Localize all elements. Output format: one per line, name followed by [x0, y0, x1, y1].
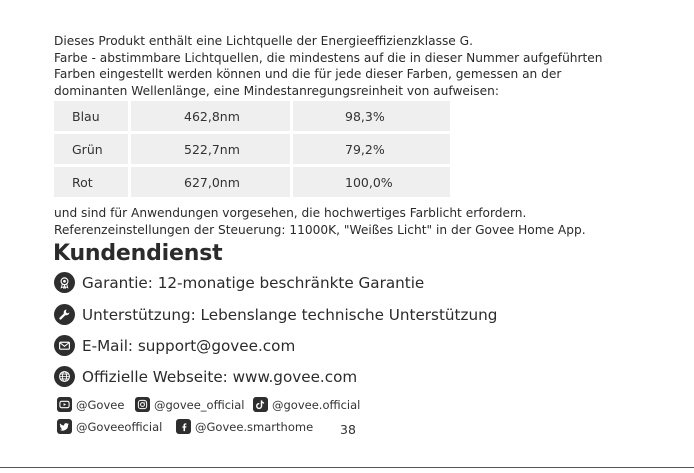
- page-number: 38: [340, 422, 356, 437]
- usage-paragraph: [54, 205, 586, 238]
- service-heading: Kundendienst: [53, 241, 223, 266]
- table-cell-color: Rot: [54, 167, 128, 197]
- envelope-icon: [54, 335, 75, 356]
- support-item: [54, 304, 497, 325]
- usage-line: und sind für Anwendungen vorgesehen, die hochwertiges Farblicht erfordern.: [54, 206, 527, 220]
- social-handle[interactable]: @Govee.smarthome: [195, 419, 314, 434]
- social-handle[interactable]: @govee.official: [272, 397, 361, 412]
- support-text: Unterstützung: Lebenslange technische Unterstützung: [82, 305, 498, 324]
- table-row: [54, 134, 450, 164]
- table-cell-purity: 98,3%: [293, 101, 450, 131]
- wavelength-table: [51, 98, 453, 200]
- table-cell-purity: 79,2%: [293, 134, 450, 164]
- intro-line: Farbe - abstimmbare Lichtquellen, die mindestens auf die in dieser Nummer aufgeführten: [54, 50, 603, 65]
- facebook-icon: [176, 419, 191, 434]
- intro-line: Farben eingestellt werden können und die für jede dieser Farben, gemessen an der: [54, 67, 562, 81]
- email-text[interactable]: E-Mail: support@govee.com: [82, 336, 296, 355]
- social-handle[interactable]: @Govee: [76, 397, 125, 412]
- table-cell-color: Grün: [54, 134, 128, 164]
- intro-line: dominanten Wellenlänge, eine Mindestanregungsreinheit von aufweisen:: [54, 83, 499, 98]
- table-row: [54, 167, 450, 197]
- twitter-icon: [57, 419, 72, 434]
- warranty-text: Garantie: 12-monatige beschränkte Garantie: [82, 273, 425, 292]
- usage-line: Referenzeinstellungen der Steuerung: 11000K, "Weißes Licht" in der Govee Home App.: [54, 222, 586, 237]
- bottom-divider: [0, 467, 694, 468]
- wrench-icon: [54, 304, 75, 325]
- tiktok-icon: [253, 397, 268, 412]
- warranty-item: [54, 272, 424, 293]
- table-cell-wavelength: 627,0nm: [131, 167, 290, 197]
- table-cell-wavelength: 462,8nm: [131, 101, 290, 131]
- email-item[interactable]: [54, 335, 295, 356]
- table-cell-purity: 100,0%: [293, 167, 450, 197]
- social-youtube[interactable]: [57, 397, 124, 412]
- website-text[interactable]: Offizielle Webseite: www.govee.com: [82, 367, 358, 386]
- table-row: [54, 101, 450, 131]
- intro-paragraph: [54, 33, 654, 99]
- social-handle[interactable]: @govee_official: [154, 397, 245, 412]
- social-instagram[interactable]: [135, 397, 244, 412]
- table-cell-wavelength: 522,7nm: [131, 134, 290, 164]
- social-tiktok[interactable]: [253, 397, 360, 412]
- instagram-icon: [135, 397, 150, 412]
- intro-line: Dieses Produkt enthält eine Lichtquelle der Energieeffizienzklasse G.: [54, 34, 473, 48]
- social-facebook[interactable]: [176, 419, 313, 434]
- website-item[interactable]: [54, 366, 357, 387]
- globe-icon: [54, 366, 75, 387]
- youtube-icon: [57, 397, 72, 412]
- social-twitter[interactable]: [57, 419, 162, 434]
- table-cell-color: Blau: [54, 101, 128, 131]
- warranty-badge-icon: [54, 272, 75, 293]
- social-handle[interactable]: @Goveeofficial: [76, 419, 163, 434]
